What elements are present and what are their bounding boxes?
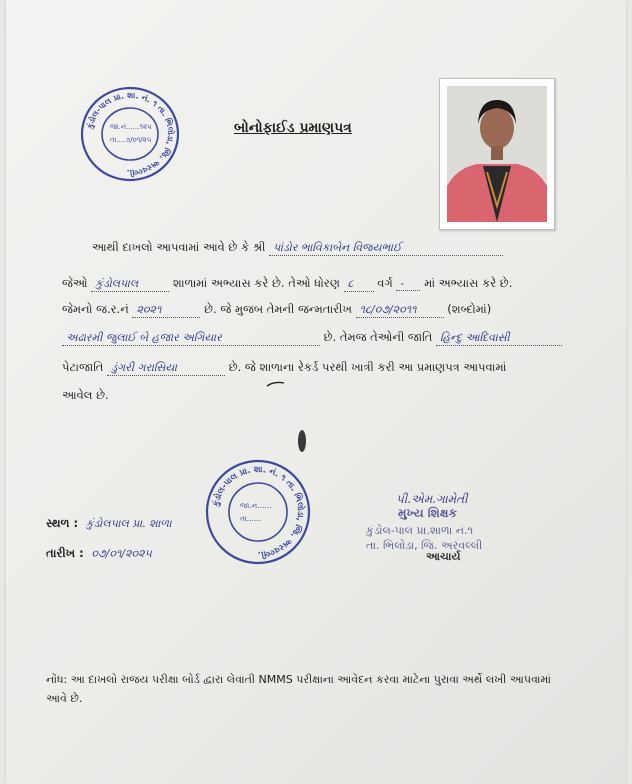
text-class: વર્ગ	[377, 276, 393, 290]
text-intro: આથી દાખલો આપવામાં આવે છે કે શ્રી	[92, 240, 266, 254]
student-photo	[439, 78, 555, 230]
ink-blot	[296, 428, 308, 454]
stamp-mid-line2: તા......	[240, 514, 262, 523]
division-value: -	[396, 277, 420, 291]
stamp-top-line1: જા.નં......૧૨૫	[110, 123, 152, 131]
body-line-6: આવેલ છે.	[62, 388, 109, 402]
signature-school: કુંડોલ-પાલ પ્રા.શાળા નં.૧	[366, 524, 473, 537]
stamp-top-ring-text: કુંડોલ-પાલ પ્રા. શા. નં. ૧ તા. ભિલોડા, જિ. અરવલ્લી.	[85, 90, 176, 178]
text-in-words: (શબ્દોમાં)	[447, 302, 492, 316]
text-reg-no: જેમનો જ.ર.નં	[62, 302, 129, 316]
body-line-1	[92, 240, 503, 256]
body-line-2	[62, 276, 512, 292]
text-school-study: શાળામાં અભ્યાસ કરે છે. તેઓ ધોરણ	[172, 276, 340, 290]
text-studying: માં અભ્યાસ કરે છે.	[424, 276, 513, 290]
reg-no-value: ૨૦૨૧	[132, 303, 200, 318]
stamp-mid-line1: જા.નં......	[240, 501, 272, 510]
text-record-note: છે. જે શાળાના રેકર્ડ પરથી ખાત્રી કરી આ પ્રમાણપત્ર આપવામાં	[228, 360, 507, 374]
body-line-4	[62, 330, 562, 346]
place-label: સ્થળ :	[46, 516, 79, 530]
subcaste-value: ડુંગરી ગરાસિયા	[107, 361, 225, 376]
student-name: પાંડોર ભાવિકાબેન વિજયભાઈ	[269, 241, 503, 256]
pen-mark	[266, 380, 286, 388]
stamp-top-line2: તા....૭/૦૧/૨૫	[110, 136, 152, 144]
dob-in-words: અઢારમી જુલાઈ બે હજાર અગિયાર	[62, 331, 320, 346]
footer-note: નોંધ: આ દાખલો રાજય પરીક્ષા બોર્ડ દ્વારા લેવાતી NMMS પરીક્ષાના આવેદન કરવા માટેના પુરાવા અર્થે લખી આપવામાં આવે છે.	[46, 673, 551, 705]
place-row	[46, 516, 176, 531]
body-line-5	[62, 360, 506, 376]
text-jeo: જેઓ	[62, 276, 88, 290]
date-value: ૦૭/૦૧/૨૦૨૫	[91, 547, 152, 560]
school-stamp-top	[78, 84, 182, 184]
school-name: કુંડોલપાલ	[91, 277, 169, 292]
school-stamp-middle	[204, 458, 312, 566]
text-dob-label: છે. જે મુજબ તેમની જન્મતારીખ	[204, 302, 352, 316]
standard-value: ૮	[344, 277, 374, 292]
signature-role: મુખ્ય શિક્ષક	[398, 506, 457, 520]
caste-value: હિન્દુ આદિવાસી	[436, 331, 562, 346]
certificate-page	[6, 0, 626, 784]
date-row	[46, 546, 156, 561]
signature-taluka: તા. ભિલોડા, જિ. અરવલ્લી	[366, 539, 483, 552]
text-subcaste-label: પેટાજાતિ	[62, 360, 104, 374]
dob-value: ૧૮/૦૭/૨૦૧૧	[356, 303, 444, 318]
place-value: કુંડોલપાલ પ્રા. શાળા	[85, 517, 172, 530]
certificate-title: બોનોફાઈડ પ્રમાણપત્ર	[234, 120, 352, 136]
date-label: તારીખ :	[46, 546, 84, 560]
principal-signature-block	[356, 492, 526, 562]
signature-title: આચાર્ય	[426, 550, 461, 563]
body-line-3	[62, 302, 491, 318]
signature-handwritten: પી.એમ.ગામેતી	[396, 492, 468, 506]
text-caste-label: છે. તેમજ તેઓની જાતિ	[323, 330, 433, 344]
stamp-mid-ring-text: કુંડોલ-પાલ પ્રા. શા. નં. ૧ તા. ભિલોડા, જિ. અરવલ્લી.	[211, 464, 306, 560]
svg-text:કુંડોલ-પાલ પ્રા. શા. નં. ૧ તા.	[84, 91, 177, 178]
